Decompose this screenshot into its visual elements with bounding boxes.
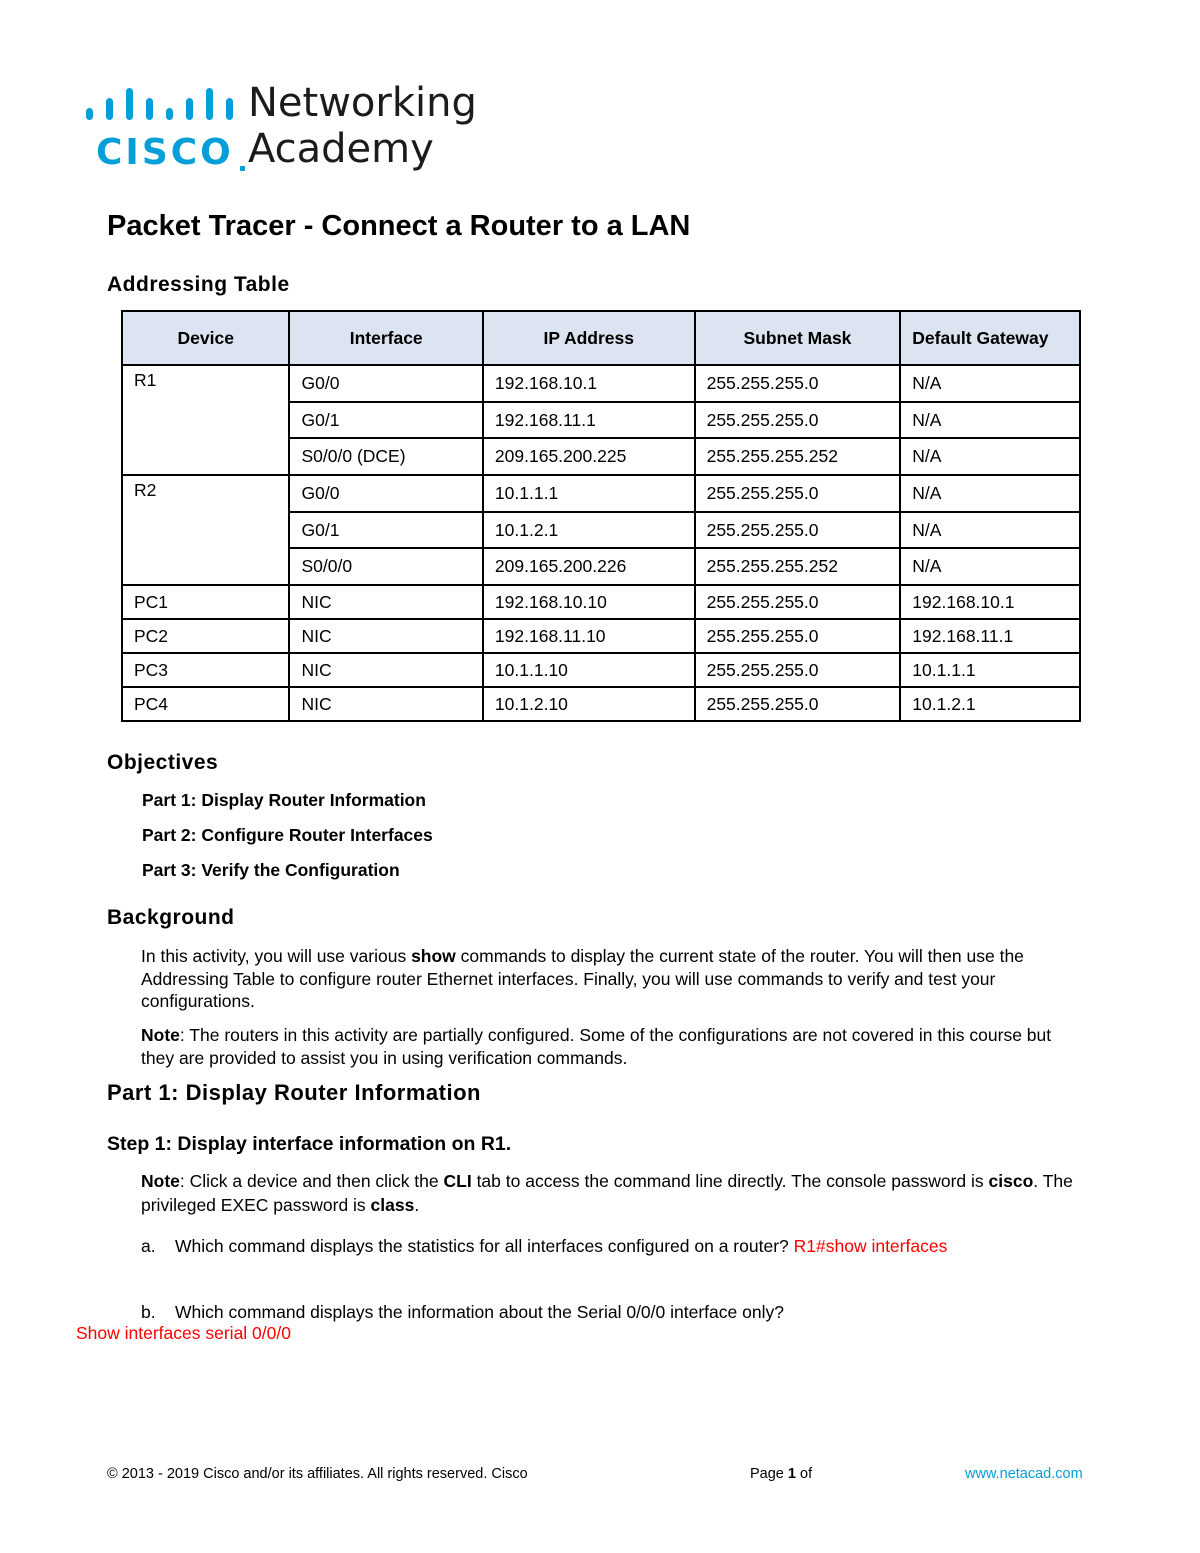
- cell-device: [122, 512, 289, 548]
- note-label: Note: [141, 1025, 180, 1045]
- cell-ip-address: 10.1.2.1: [483, 512, 695, 548]
- background-paragraph: [141, 945, 1081, 1013]
- cell-interface: NIC: [289, 653, 482, 687]
- table-row: [122, 548, 1080, 585]
- text-run: In this activity, you will use various: [141, 946, 412, 966]
- table-row: [122, 365, 1080, 402]
- cell-default-gateway: N/A: [900, 548, 1080, 585]
- question-label: a.: [141, 1236, 156, 1256]
- text-run: commands to display the current state of the router. You will then use the Addressing Table to configure router Ethernet interfaces. Finally, you will use commands to verify and test your configurations.: [141, 946, 1024, 1011]
- cell-subnet-mask: 255.255.255.0: [695, 687, 901, 721]
- cell-interface: G0/0: [289, 475, 482, 512]
- cell-default-gateway: 10.1.1.1: [900, 653, 1080, 687]
- cell-device: PC2: [122, 619, 289, 653]
- enable-password: class: [370, 1195, 415, 1215]
- cell-ip-address: 192.168.10.1: [483, 365, 695, 402]
- cell-interface: S0/0/0 (DCE): [289, 438, 482, 475]
- cell-ip-address: 10.1.1.10: [483, 653, 695, 687]
- addressing-table: [121, 310, 1081, 722]
- footer-page-number: [750, 1466, 812, 1482]
- cell-default-gateway: N/A: [900, 365, 1080, 402]
- cell-ip-address: 10.1.1.1: [483, 475, 695, 512]
- step1-note: [141, 1169, 1081, 1217]
- cell-subnet-mask: 255.255.255.0: [695, 475, 901, 512]
- cell-subnet-mask: 255.255.255.0: [695, 365, 901, 402]
- page-num: 1: [787, 1466, 796, 1482]
- answer-b: Show interfaces serial 0/0/0: [76, 1323, 291, 1343]
- cisco-networking-academy-logo: [86, 80, 486, 182]
- cell-default-gateway: N/A: [900, 512, 1080, 548]
- cisco-bars-icon: [86, 86, 246, 126]
- cell-device: R1: [122, 365, 289, 402]
- cell-interface: NIC: [289, 619, 482, 653]
- logo-line-academy: Academy: [248, 126, 434, 172]
- question-text: Which command displays the information about the Serial 0/0/0 interface only?: [175, 1302, 784, 1322]
- cell-interface: G0/1: [289, 512, 482, 548]
- cell-default-gateway: N/A: [900, 438, 1080, 475]
- table-row: [122, 512, 1080, 548]
- cell-device: [122, 438, 289, 475]
- cell-device: PC4: [122, 687, 289, 721]
- table-row: [122, 438, 1080, 475]
- objective-item: Part 1: Display Router Information: [142, 790, 426, 810]
- text-run: : The routers in this activity are partially configured. Some of the configurations are not covered in this course but they are provided to assist you in using verification commands.: [141, 1025, 1052, 1068]
- page-label: Page: [750, 1466, 788, 1482]
- footer-link[interactable]: www.netacad.com: [965, 1466, 1083, 1482]
- text-run: tab to access the command line directly. The console password is: [471, 1171, 989, 1191]
- question-b: [141, 1302, 784, 1323]
- cell-device: PC3: [122, 653, 289, 687]
- cell-default-gateway: 192.168.10.1: [900, 585, 1080, 619]
- console-password: cisco: [988, 1171, 1034, 1191]
- objectives-heading: Objectives: [107, 751, 219, 774]
- column-header-device: Device: [122, 311, 289, 365]
- cell-interface: NIC: [289, 687, 482, 721]
- column-header-default-gateway: Default Gateway: [900, 311, 1080, 365]
- cell-interface: G0/1: [289, 402, 482, 438]
- column-header-ip-address: IP Address: [483, 311, 695, 365]
- page-of: of: [795, 1466, 813, 1482]
- cell-subnet-mask: 255.255.255.0: [695, 619, 901, 653]
- cell-subnet-mask: 255.255.255.0: [695, 402, 901, 438]
- column-header-interface: Interface: [289, 311, 482, 365]
- cell-subnet-mask: 255.255.255.252: [695, 438, 901, 475]
- document-title: Packet Tracer - Connect a Router to a LAN: [107, 210, 691, 242]
- background-heading: Background: [107, 906, 235, 929]
- cell-default-gateway: 192.168.11.1: [900, 619, 1080, 653]
- cell-ip-address: 192.168.11.10: [483, 619, 695, 653]
- cell-interface: S0/0/0: [289, 548, 482, 585]
- question-a: [141, 1236, 947, 1257]
- step1-heading: Step 1: Display interface information on R1.: [107, 1133, 512, 1155]
- cli-tab-label: CLI: [443, 1171, 472, 1191]
- command-show: show: [411, 946, 456, 966]
- part1-heading: Part 1: Display Router Information: [107, 1080, 481, 1105]
- text-run: . The privileged EXEC password is: [141, 1171, 1073, 1215]
- cell-device: [122, 402, 289, 438]
- cell-ip-address: 209.165.200.225: [483, 438, 695, 475]
- table-header-row: [122, 311, 1080, 365]
- cell-default-gateway: 10.1.2.1: [900, 687, 1080, 721]
- logo-line-networking: Networking: [248, 80, 477, 126]
- cell-subnet-mask: 255.255.255.0: [695, 585, 901, 619]
- cell-ip-address: 209.165.200.226: [483, 548, 695, 585]
- cisco-dot: [240, 166, 245, 171]
- cell-subnet-mask: 255.255.255.252: [695, 548, 901, 585]
- cell-device: PC1: [122, 585, 289, 619]
- cell-subnet-mask: 255.255.255.0: [695, 512, 901, 548]
- column-header-subnet-mask: Subnet Mask: [695, 311, 901, 365]
- cisco-wordmark: CISCO: [96, 132, 234, 173]
- text-run: .: [414, 1195, 420, 1215]
- question-label: b.: [141, 1302, 156, 1322]
- footer-copyright: © 2013 - 2019 Cisco and/or its affiliates. All rights reserved. Cisco: [107, 1466, 528, 1482]
- cell-interface: G0/0: [289, 365, 482, 402]
- cell-subnet-mask: 255.255.255.0: [695, 653, 901, 687]
- answer-a: R1#show interfaces: [793, 1236, 948, 1256]
- table-row: [122, 619, 1080, 653]
- note-label: Note: [141, 1171, 180, 1191]
- table-row: [122, 475, 1080, 512]
- background-note: [141, 1024, 1081, 1069]
- addressing-table-heading: Addressing Table: [107, 273, 290, 296]
- cell-ip-address: 10.1.2.10: [483, 687, 695, 721]
- objective-item: Part 3: Verify the Configuration: [142, 860, 400, 880]
- cell-device: R2: [122, 475, 289, 512]
- table-row: [122, 653, 1080, 687]
- cell-interface: NIC: [289, 585, 482, 619]
- table-row: [122, 402, 1080, 438]
- text-run: : Click a device and then click the: [179, 1171, 444, 1191]
- cell-ip-address: 192.168.10.10: [483, 585, 695, 619]
- cell-default-gateway: N/A: [900, 402, 1080, 438]
- cell-ip-address: 192.168.11.1: [483, 402, 695, 438]
- table-row: [122, 687, 1080, 721]
- table-row: [122, 585, 1080, 619]
- cell-device: [122, 548, 289, 585]
- cell-default-gateway: N/A: [900, 475, 1080, 512]
- question-text: Which command displays the statistics for all interfaces configured on a router?: [175, 1236, 794, 1256]
- objective-item: Part 2: Configure Router Interfaces: [142, 825, 433, 845]
